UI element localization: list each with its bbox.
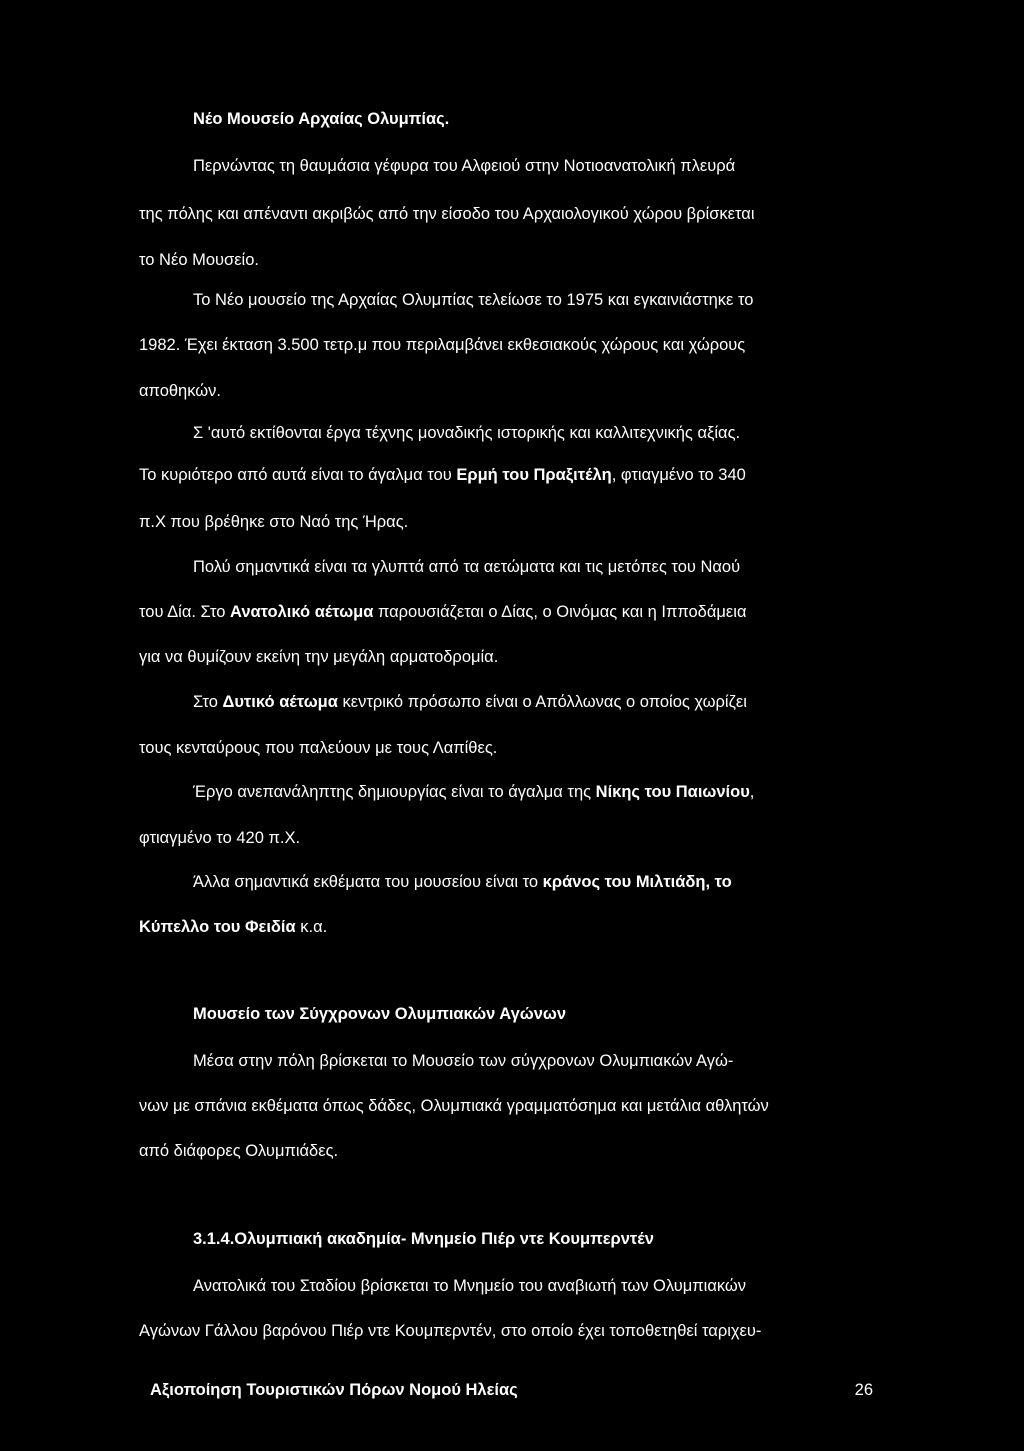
paragraph-line (139, 602, 746, 622)
text-run: Έργο ανεπανάληπτης δημιουργίας είναι το άγαλμα της (193, 783, 596, 801)
paragraph-line (193, 782, 754, 802)
paragraph-line: νων με σπάνια εκθέματα όπως δάδες, Ολυμπιακά γραμματόσημα και μετάλια αθλητών (139, 1097, 769, 1115)
paragraph-line: για να θυμίζουν εκείνη την μεγάλη αρματοδρομία. (139, 648, 499, 666)
page-number: 26 (854, 1381, 873, 1399)
paragraph-line: Το Νέο μουσείο της Αρχαίας Ολυμπίας τελείωσε το 1975 και εγκαινιάστηκε το (193, 291, 754, 309)
paragraph-line: Ανατολικά του Σταδίου βρίσκεται το Μνημείο του αναβιωτή των Ολυμπιακών (193, 1277, 747, 1295)
text-run: κ.α. (295, 918, 328, 936)
section-title-new-museum: Νέο Μουσείο Αρχαίας Ολυμπίας. (193, 110, 450, 128)
bold-text-helmet: κράνος του Μιλτιάδη, το (542, 873, 732, 891)
paragraph-line: το Νέο Μουσείο. (139, 251, 259, 269)
bold-text-east-pediment: Ανατολικό αέτωμα (230, 603, 374, 621)
paragraph-line: Αγώνων Γάλλου βαρόνου Πιέρ ντε Κουμπερντέν, στο οποίο έχει τοποθετηθεί ταριχευ- (139, 1322, 762, 1340)
paragraph-line: Μέσα στην πόλη βρίσκεται το Μουσείο των σύγχρονων Ολυμπιακών Αγώ- (193, 1052, 734, 1070)
bold-text-hermes: Ερμή του Πραξιτέλη (456, 466, 612, 484)
paragraph-line (139, 917, 327, 937)
paragraph-line (193, 872, 732, 892)
paragraph-line: φτιαγμένο το 420 π.Χ. (139, 829, 301, 847)
paragraph-line: 1982. Έχει έκταση 3.500 τετρ.μ που περιλαμβάνει εκθεσιακούς χώρους και χώρους (139, 336, 746, 354)
bold-text-west-pediment: Δυτικό αέτωμα (222, 693, 338, 711)
paragraph-line: Σ 'αυτό εκτίθονται έργα τέχνης μοναδικής ιστορικής και καλλιτεχνικής αξίας. (193, 424, 741, 442)
paragraph-line (193, 692, 747, 712)
paragraph-line: από διάφορες Ολυμπιάδες. (139, 1142, 339, 1160)
paragraph-line: τους κενταύρους που παλεύουν με τους Λαπίθες. (139, 739, 498, 757)
bold-text-nike: Νίκης του Παιωνίου (595, 783, 750, 801)
text-run: , φτιαγμένο το 340 (611, 466, 746, 484)
paragraph-line: Πολύ σημαντικά είναι τα γλυπτά από τα αετώματα και τις μετόπες του Ναού (193, 558, 741, 576)
section-title-olympic-academy: 3.1.4.Ολυμπιακή ακαδημία- Μνημείο Πιέρ ντε Κουμπερντέν (193, 1230, 654, 1248)
section-title-modern-museum: Μουσείο των Σύγχρονων Ολυμπιακών Αγώνων (193, 1005, 567, 1023)
paragraph-line: Περνώντας τη θαυμάσια γέφυρα του Αλφειού στην Νοτιοανατολική πλευρά (193, 157, 736, 175)
footer-title: Αξιοποίηση Τουριστικών Πόρων Νομού Ηλείας (150, 1381, 518, 1399)
text-run: , (749, 783, 755, 801)
paragraph-line: της πόλης και απέναντι ακριβώς από την είσοδο του Αρχαιολογικού χώρου βρίσκεται (139, 205, 755, 223)
text-run: κεντρικό πρόσωπο είναι ο Απόλλωνας ο οποίος χωρίζει (337, 693, 747, 711)
text-run: Άλλα σημαντικά εκθέματα του μουσείου είναι το (193, 873, 543, 891)
paragraph-line (139, 465, 746, 485)
text-run: παρουσιάζεται ο Δίας, ο Οινόμας και η Ιπποδάμεια (373, 603, 747, 621)
paragraph-line: π.Χ που βρέθηκε στο Ναό της Ήρας. (139, 513, 409, 531)
paragraph-line: αποθηκών. (139, 382, 221, 400)
bold-text-cup: Κύπελλο του Φειδία (139, 918, 296, 936)
text-run: του Δία. Στο (139, 603, 231, 621)
text-run: Το κυριότερο από αυτά είναι το άγαλμα του (139, 466, 457, 484)
text-run: Στο (193, 693, 223, 711)
